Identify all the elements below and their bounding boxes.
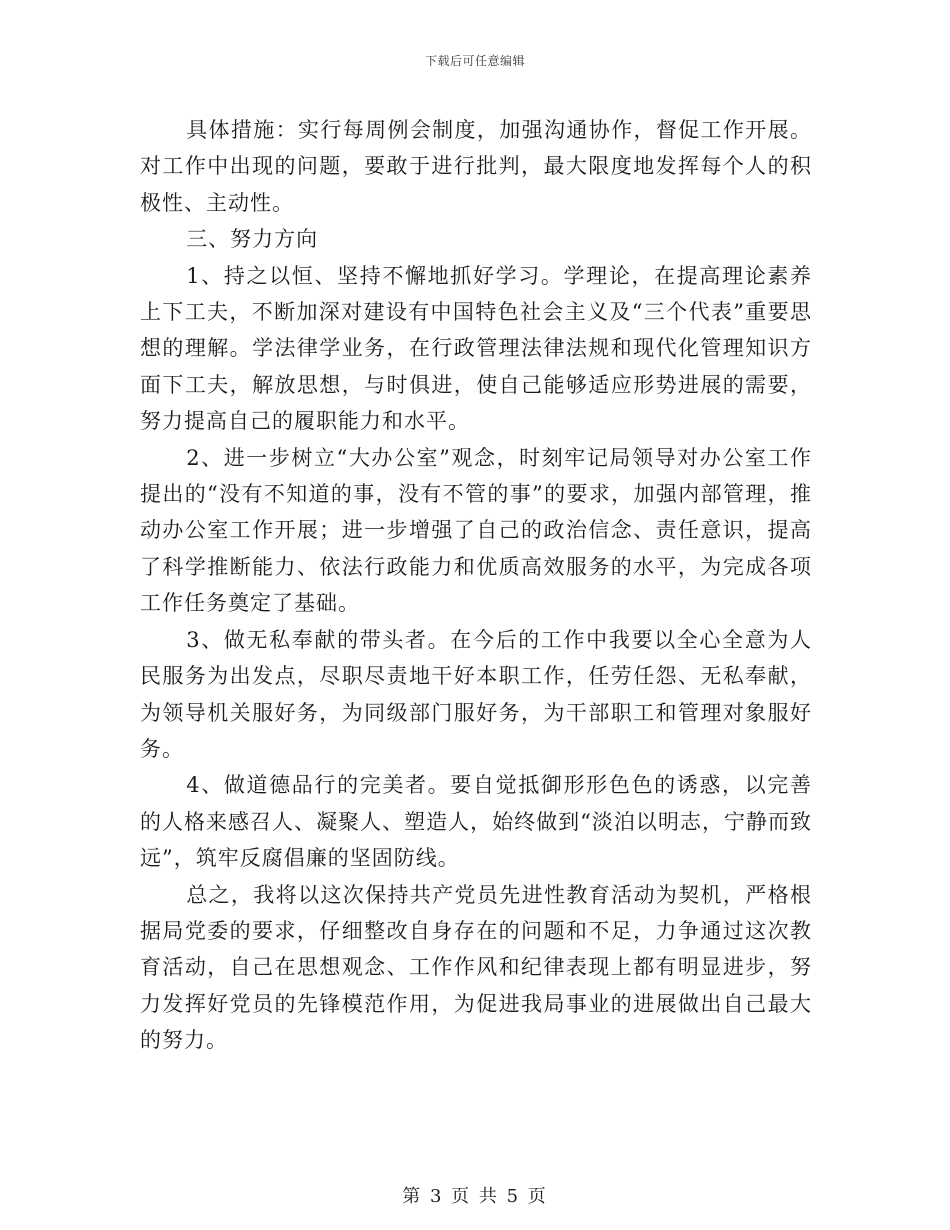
paragraph-item-3: 3、做无私奉献的带头者。在今后的工作中我要以全心全意为人民服务为出发点，尽职尽责地干好本职工作，任劳任怨、无私奉献，为领导机关服好务，为同级部门服好务，为干部职工和管理对象服好务。 xyxy=(140,627,812,761)
page-number-footer: 第 3 页 共 5 页 xyxy=(402,1186,548,1207)
paragraph-item-4: 4、做道德品行的完美者。要自觉抵御形形色色的诱惑，以完善的人格来感召人、凝聚人、塑造人，始终做到“淡泊以明志，宁静而致远”，筑牢反腐倡廉的坚固防线。 xyxy=(140,773,812,871)
paragraph-measures: 具体措施：实行每周例会制度，加强沟通协作，督促工作开展。对工作中出现的问题，要敢于进行批判，最大限度地发挥每个人的积极性、主动性。 xyxy=(140,118,812,215)
paragraph-item-1: 1、持之以恒、坚持不懈地抓好学习。学理论，在提高理论素养上下工夫，不断加深对建设有中国特色社会主义及“三个代表”重要思想的理解。学法律学业务，在行政管理法律法规和现代化管理知识方面下工夫，解放思想，与时俱进，使自己能够适应形势进展的需要，努力提高自己的履职能力和水平。 xyxy=(140,263,812,434)
document-body xyxy=(140,112,812,1059)
paragraph-conclusion: 总之，我将以这次保持共产党员先进性教育活动为契机，严格根据局党委的要求，仔细整改自身存在的问题和不足，力争通过这次教育活动，自己在思想观念、工作作风和纪律表现上都有明显进步，努力发挥好党员的先锋模范作用，为促进我局事业的进展做出自己最大的努力。 xyxy=(140,882,812,1053)
paragraph-item-2: 2、进一步树立“大办公室”观念，时刻牢记局领导对办公室工作提出的“没有不知道的事，没有不管的事”的要求，加强内部管理，推动办公室工作开展；进一步增强了自己的政治信念、责任意识，提高了科学推断能力、依法行政能力和优质高效服务的水平，为完成各项工作任务奠定了基础。 xyxy=(140,445,812,616)
page-header-note: 下载后可任意编辑 xyxy=(424,54,525,68)
section-heading-direction: 三、努力方向 xyxy=(186,227,319,252)
